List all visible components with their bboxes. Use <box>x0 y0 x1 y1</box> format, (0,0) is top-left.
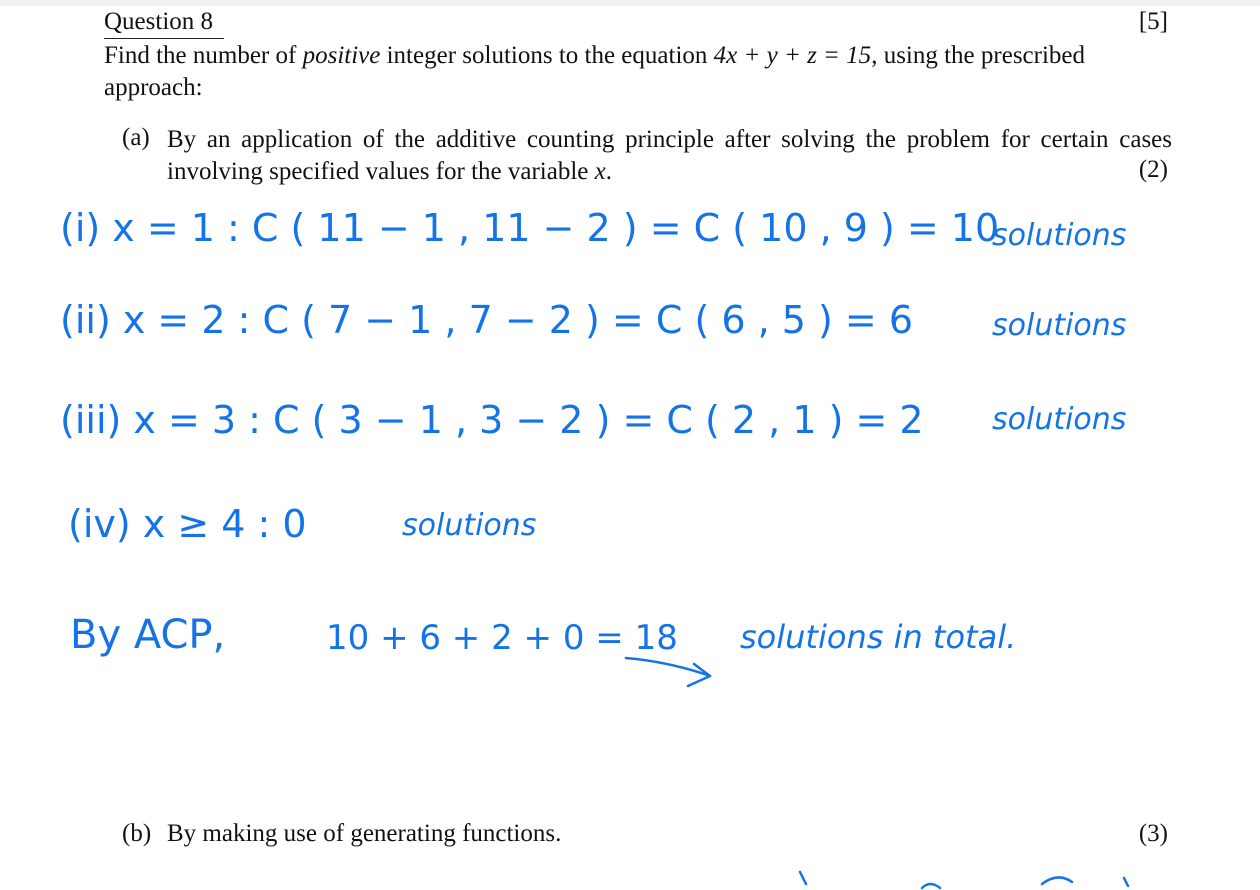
handwritten-acp-sum: 10 + 6 + 2 + 0 = 18 <box>326 618 678 658</box>
handwritten-line-1-math: (i) x = 1 : C ( 11 − 1 , 11 − 2 ) = C ( 10 , 9 ) = 10 <box>60 206 1000 250</box>
statement-equation: 4x + y + z = 15 <box>713 42 872 69</box>
handwritten-acp-label: By ACP, <box>70 612 226 658</box>
handwritten-arrow-head <box>688 664 710 686</box>
handwritten-fragment-2 <box>922 884 940 888</box>
handwritten-line-2-word: solutions <box>992 308 1127 343</box>
part-a-text-1: By an application of the additive counting principle after solving the problem for certain cases involving specified values for the variable <box>167 126 1172 185</box>
handwritten-fragment-1 <box>800 872 806 884</box>
statement-text-2: integer solutions to the equation <box>380 42 714 69</box>
part-b-marks: (3) <box>1138 820 1168 847</box>
handwritten-line-4-word: solutions <box>402 508 537 543</box>
part-a-text-2: . <box>605 158 612 185</box>
part-b-label: (b) <box>122 820 152 847</box>
part-a-marks: (2) <box>1138 156 1168 183</box>
statement-text-3: , using the prescribed approach: <box>104 42 1086 101</box>
handwritten-line-3-word: solutions <box>992 402 1127 437</box>
part-a-variable: x <box>594 158 606 185</box>
handwritten-line-1-word: solutions <box>992 218 1127 253</box>
handwritten-acp-words: solutions in total. <box>740 618 1017 656</box>
handwritten-line-2-math: (ii) x = 2 : C ( 7 − 1 , 7 − 2 ) = C ( 6 , 5 ) = 6 <box>60 298 914 342</box>
part-a-label: (a) <box>122 124 150 151</box>
part-b-text: By making use of generating functions. <box>167 820 562 847</box>
question-marks: [5] <box>1138 8 1168 35</box>
statement-text-1: Find the number of <box>104 42 303 69</box>
statement-emphasis-positive: positive <box>302 42 381 69</box>
handwritten-fragment-4 <box>1124 878 1128 886</box>
handwritten-line-3-math: (iii) x = 3 : C ( 3 − 1 , 3 − 2 ) = C ( 2 , 1 ) = 2 <box>60 398 924 442</box>
question-title: Question 8 <box>104 8 214 35</box>
handwritten-fragment-3 <box>1042 877 1072 884</box>
handwritten-line-4-math: (iv) x ≥ 4 : 0 <box>68 502 307 546</box>
